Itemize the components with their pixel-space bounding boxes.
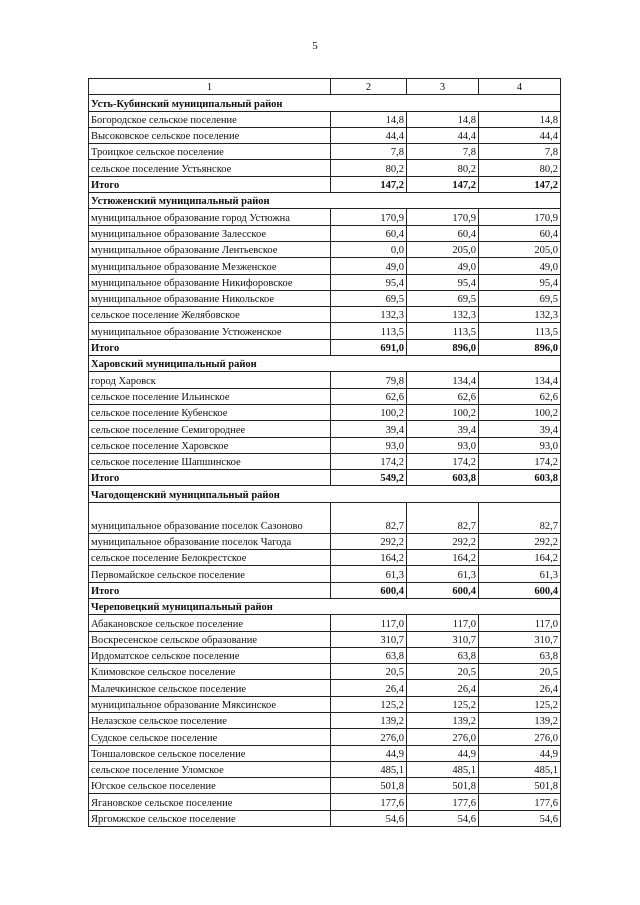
value-cell: 62,6 bbox=[331, 388, 407, 404]
value-cell: 82,7 bbox=[331, 502, 407, 533]
settlement-name: Троицкое сельское поселение bbox=[89, 144, 331, 160]
total-value: 549,2 bbox=[331, 470, 407, 486]
settlement-name: сельское поселение Устьянское bbox=[89, 160, 331, 176]
value-cell: 117,0 bbox=[331, 615, 407, 631]
value-cell: 292,2 bbox=[331, 533, 407, 549]
value-cell: 501,8 bbox=[407, 778, 479, 794]
value-cell: 20,5 bbox=[407, 664, 479, 680]
district-name: Устюженский муниципальный район bbox=[89, 193, 561, 209]
table-row bbox=[89, 778, 561, 794]
value-cell: 113,5 bbox=[407, 323, 479, 339]
value-cell: 44,9 bbox=[331, 745, 407, 761]
value-cell: 39,4 bbox=[407, 421, 479, 437]
table-row bbox=[89, 566, 561, 582]
value-cell: 310,7 bbox=[479, 631, 561, 647]
district-name: Харовский муниципальный район bbox=[89, 356, 561, 372]
value-cell: 61,3 bbox=[331, 566, 407, 582]
value-cell: 125,2 bbox=[407, 696, 479, 712]
settlement-name: Богородское сельское поселение bbox=[89, 111, 331, 127]
value-cell: 14,8 bbox=[331, 111, 407, 127]
value-cell: 100,2 bbox=[479, 404, 561, 420]
table-row bbox=[89, 111, 561, 127]
value-cell: 139,2 bbox=[479, 712, 561, 728]
table-row bbox=[89, 647, 561, 663]
total-value: 600,4 bbox=[479, 582, 561, 598]
total-value: 691,0 bbox=[331, 339, 407, 355]
value-cell: 26,4 bbox=[331, 680, 407, 696]
value-cell: 49,0 bbox=[331, 258, 407, 274]
table-row bbox=[89, 127, 561, 143]
settlement-name: Малечкинское сельское поселение bbox=[89, 680, 331, 696]
value-cell: 177,6 bbox=[479, 794, 561, 810]
settlement-name: муниципальное образование Никольское bbox=[89, 290, 331, 306]
total-label: Итого bbox=[89, 470, 331, 486]
district-header-row bbox=[89, 356, 561, 372]
settlement-name: город Харовск bbox=[89, 372, 331, 388]
table-row bbox=[89, 533, 561, 549]
value-cell: 63,8 bbox=[407, 647, 479, 663]
table-row bbox=[89, 729, 561, 745]
value-cell: 62,6 bbox=[407, 388, 479, 404]
value-cell: 170,9 bbox=[479, 209, 561, 225]
value-cell: 14,8 bbox=[407, 111, 479, 127]
settlement-name: Югское сельское поселение bbox=[89, 778, 331, 794]
allocation-table bbox=[88, 78, 561, 827]
table-row bbox=[89, 241, 561, 257]
settlement-name: Яргомжское сельское поселение bbox=[89, 810, 331, 826]
total-row bbox=[89, 339, 561, 355]
settlement-name: Высоковское сельское поселение bbox=[89, 127, 331, 143]
total-label: Итого bbox=[89, 339, 331, 355]
total-value: 896,0 bbox=[479, 339, 561, 355]
value-cell: 63,8 bbox=[331, 647, 407, 663]
district-name: Усть-Кубинский муниципальный район bbox=[89, 95, 561, 111]
district-header-row bbox=[89, 486, 561, 502]
value-cell: 49,0 bbox=[479, 258, 561, 274]
value-cell: 177,6 bbox=[407, 794, 479, 810]
table-row bbox=[89, 421, 561, 437]
value-cell: 79,8 bbox=[331, 372, 407, 388]
value-cell: 26,4 bbox=[407, 680, 479, 696]
table-row bbox=[89, 437, 561, 453]
table-row bbox=[89, 258, 561, 274]
settlement-name: Судское сельское поселение bbox=[89, 729, 331, 745]
value-cell: 93,0 bbox=[407, 437, 479, 453]
table-body bbox=[89, 79, 561, 827]
settlement-name: сельское поселение Кубенское bbox=[89, 404, 331, 420]
table-row bbox=[89, 209, 561, 225]
district-header-row bbox=[89, 598, 561, 614]
value-cell: 205,0 bbox=[479, 241, 561, 257]
settlement-name: Климовское сельское поселение bbox=[89, 664, 331, 680]
table-row bbox=[89, 712, 561, 728]
total-value: 147,2 bbox=[331, 176, 407, 192]
value-cell: 20,5 bbox=[479, 664, 561, 680]
value-cell: 132,3 bbox=[479, 307, 561, 323]
column-header: 3 bbox=[407, 79, 479, 95]
value-cell: 132,3 bbox=[407, 307, 479, 323]
value-cell: 7,8 bbox=[331, 144, 407, 160]
settlement-name: муниципальное образование поселок Чагода bbox=[89, 533, 331, 549]
value-cell: 69,5 bbox=[331, 290, 407, 306]
value-cell: 134,4 bbox=[479, 372, 561, 388]
value-cell: 44,4 bbox=[479, 127, 561, 143]
table-row bbox=[89, 307, 561, 323]
value-cell: 0,0 bbox=[331, 241, 407, 257]
value-cell: 292,2 bbox=[407, 533, 479, 549]
total-row bbox=[89, 470, 561, 486]
value-cell: 49,0 bbox=[407, 258, 479, 274]
column-header: 2 bbox=[331, 79, 407, 95]
total-label: Итого bbox=[89, 582, 331, 598]
table-row bbox=[89, 794, 561, 810]
value-cell: 20,5 bbox=[331, 664, 407, 680]
value-cell: 61,3 bbox=[407, 566, 479, 582]
settlement-name: Воскресенское сельское образование bbox=[89, 631, 331, 647]
value-cell: 276,0 bbox=[331, 729, 407, 745]
settlement-name: сельское поселение Уломское bbox=[89, 761, 331, 777]
value-cell: 95,4 bbox=[407, 274, 479, 290]
value-cell: 174,2 bbox=[331, 453, 407, 469]
total-value: 603,8 bbox=[479, 470, 561, 486]
table-row bbox=[89, 550, 561, 566]
settlement-name: муниципальное образование Мезженское bbox=[89, 258, 331, 274]
table-row bbox=[89, 274, 561, 290]
total-value: 896,0 bbox=[407, 339, 479, 355]
value-cell: 117,0 bbox=[479, 615, 561, 631]
value-cell: 39,4 bbox=[479, 421, 561, 437]
table-row bbox=[89, 502, 561, 533]
total-row bbox=[89, 176, 561, 192]
value-cell: 164,2 bbox=[479, 550, 561, 566]
table-row bbox=[89, 810, 561, 826]
value-cell: 113,5 bbox=[331, 323, 407, 339]
value-cell: 80,2 bbox=[407, 160, 479, 176]
value-cell: 44,4 bbox=[331, 127, 407, 143]
settlement-name: сельское поселение Харовское bbox=[89, 437, 331, 453]
value-cell: 26,4 bbox=[479, 680, 561, 696]
value-cell: 80,2 bbox=[479, 160, 561, 176]
value-cell: 174,2 bbox=[407, 453, 479, 469]
value-cell: 7,8 bbox=[407, 144, 479, 160]
value-cell: 82,7 bbox=[479, 502, 561, 533]
district-name: Череповецкий муниципальный район bbox=[89, 598, 561, 614]
settlement-name: Тоншаловское сельское поселение bbox=[89, 745, 331, 761]
total-value: 147,2 bbox=[407, 176, 479, 192]
table-row bbox=[89, 225, 561, 241]
value-cell: 63,8 bbox=[479, 647, 561, 663]
value-cell: 501,8 bbox=[331, 778, 407, 794]
settlement-name: Нелазское сельское поселение bbox=[89, 712, 331, 728]
total-label: Итого bbox=[89, 176, 331, 192]
table-row bbox=[89, 664, 561, 680]
value-cell: 170,9 bbox=[407, 209, 479, 225]
value-cell: 139,2 bbox=[407, 712, 479, 728]
value-cell: 164,2 bbox=[407, 550, 479, 566]
value-cell: 62,6 bbox=[479, 388, 561, 404]
table-row bbox=[89, 372, 561, 388]
value-cell: 44,9 bbox=[407, 745, 479, 761]
value-cell: 100,2 bbox=[331, 404, 407, 420]
value-cell: 82,7 bbox=[407, 502, 479, 533]
value-cell: 310,7 bbox=[331, 631, 407, 647]
total-value: 147,2 bbox=[479, 176, 561, 192]
settlement-name: Первомайское сельское поселение bbox=[89, 566, 331, 582]
value-cell: 170,9 bbox=[331, 209, 407, 225]
value-cell: 113,5 bbox=[479, 323, 561, 339]
table-row bbox=[89, 290, 561, 306]
value-cell: 54,6 bbox=[407, 810, 479, 826]
district-name: Чагодощенский муниципальный район bbox=[89, 486, 561, 502]
value-cell: 60,4 bbox=[479, 225, 561, 241]
value-cell: 501,8 bbox=[479, 778, 561, 794]
table-row bbox=[89, 680, 561, 696]
value-cell: 80,2 bbox=[331, 160, 407, 176]
settlement-name: сельское поселение Шапшинское bbox=[89, 453, 331, 469]
total-row bbox=[89, 582, 561, 598]
settlement-name: муниципальное образование Залесское bbox=[89, 225, 331, 241]
district-header-row bbox=[89, 95, 561, 111]
table-row bbox=[89, 160, 561, 176]
value-cell: 310,7 bbox=[407, 631, 479, 647]
value-cell: 39,4 bbox=[331, 421, 407, 437]
value-cell: 134,4 bbox=[407, 372, 479, 388]
settlement-name: муниципальное образование Лентьевское bbox=[89, 241, 331, 257]
value-cell: 7,8 bbox=[479, 144, 561, 160]
value-cell: 60,4 bbox=[331, 225, 407, 241]
value-cell: 174,2 bbox=[479, 453, 561, 469]
total-value: 600,4 bbox=[331, 582, 407, 598]
value-cell: 125,2 bbox=[331, 696, 407, 712]
table-row bbox=[89, 453, 561, 469]
value-cell: 485,1 bbox=[479, 761, 561, 777]
total-value: 603,8 bbox=[407, 470, 479, 486]
value-cell: 205,0 bbox=[407, 241, 479, 257]
page-number: 5 bbox=[312, 40, 318, 52]
value-cell: 276,0 bbox=[479, 729, 561, 745]
value-cell: 292,2 bbox=[479, 533, 561, 549]
value-cell: 69,5 bbox=[407, 290, 479, 306]
column-header: 1 bbox=[89, 79, 331, 95]
value-cell: 54,6 bbox=[331, 810, 407, 826]
table-row bbox=[89, 388, 561, 404]
value-cell: 93,0 bbox=[479, 437, 561, 453]
settlement-name: муниципальное образование Никифоровское bbox=[89, 274, 331, 290]
settlement-name: муниципальное образование Мяксинское bbox=[89, 696, 331, 712]
value-cell: 61,3 bbox=[479, 566, 561, 582]
value-cell: 60,4 bbox=[407, 225, 479, 241]
value-cell: 44,9 bbox=[479, 745, 561, 761]
table-row bbox=[89, 615, 561, 631]
table-row bbox=[89, 323, 561, 339]
table-header-row bbox=[89, 79, 561, 95]
value-cell: 44,4 bbox=[407, 127, 479, 143]
settlement-name: Ирдоматское сельское поселение bbox=[89, 647, 331, 663]
settlement-name: муниципальное образование Устюженское bbox=[89, 323, 331, 339]
table-row bbox=[89, 696, 561, 712]
table-row bbox=[89, 745, 561, 761]
settlement-name: Ягановское сельское поселение bbox=[89, 794, 331, 810]
column-header: 4 bbox=[479, 79, 561, 95]
district-header-row bbox=[89, 193, 561, 209]
settlement-name: Абакановское сельское поселение bbox=[89, 615, 331, 631]
value-cell: 485,1 bbox=[407, 761, 479, 777]
settlement-name: сельское поселение Желябовское bbox=[89, 307, 331, 323]
value-cell: 132,3 bbox=[331, 307, 407, 323]
table-row bbox=[89, 761, 561, 777]
value-cell: 125,2 bbox=[479, 696, 561, 712]
total-value: 600,4 bbox=[407, 582, 479, 598]
value-cell: 139,2 bbox=[331, 712, 407, 728]
table-row bbox=[89, 631, 561, 647]
value-cell: 164,2 bbox=[331, 550, 407, 566]
value-cell: 93,0 bbox=[331, 437, 407, 453]
settlement-name: муниципальное образование поселок Сазоново bbox=[89, 502, 331, 533]
value-cell: 117,0 bbox=[407, 615, 479, 631]
value-cell: 14,8 bbox=[479, 111, 561, 127]
value-cell: 95,4 bbox=[479, 274, 561, 290]
value-cell: 95,4 bbox=[331, 274, 407, 290]
value-cell: 177,6 bbox=[331, 794, 407, 810]
table-row bbox=[89, 144, 561, 160]
value-cell: 276,0 bbox=[407, 729, 479, 745]
settlement-name: сельское поселение Семигороднее bbox=[89, 421, 331, 437]
value-cell: 54,6 bbox=[479, 810, 561, 826]
value-cell: 69,5 bbox=[479, 290, 561, 306]
value-cell: 485,1 bbox=[331, 761, 407, 777]
table-row bbox=[89, 404, 561, 420]
settlement-name: сельское поселение Белокрестское bbox=[89, 550, 331, 566]
settlement-name: муниципальное образование город Устюжна bbox=[89, 209, 331, 225]
settlement-name: сельское поселение Ильинское bbox=[89, 388, 331, 404]
value-cell: 100,2 bbox=[407, 404, 479, 420]
